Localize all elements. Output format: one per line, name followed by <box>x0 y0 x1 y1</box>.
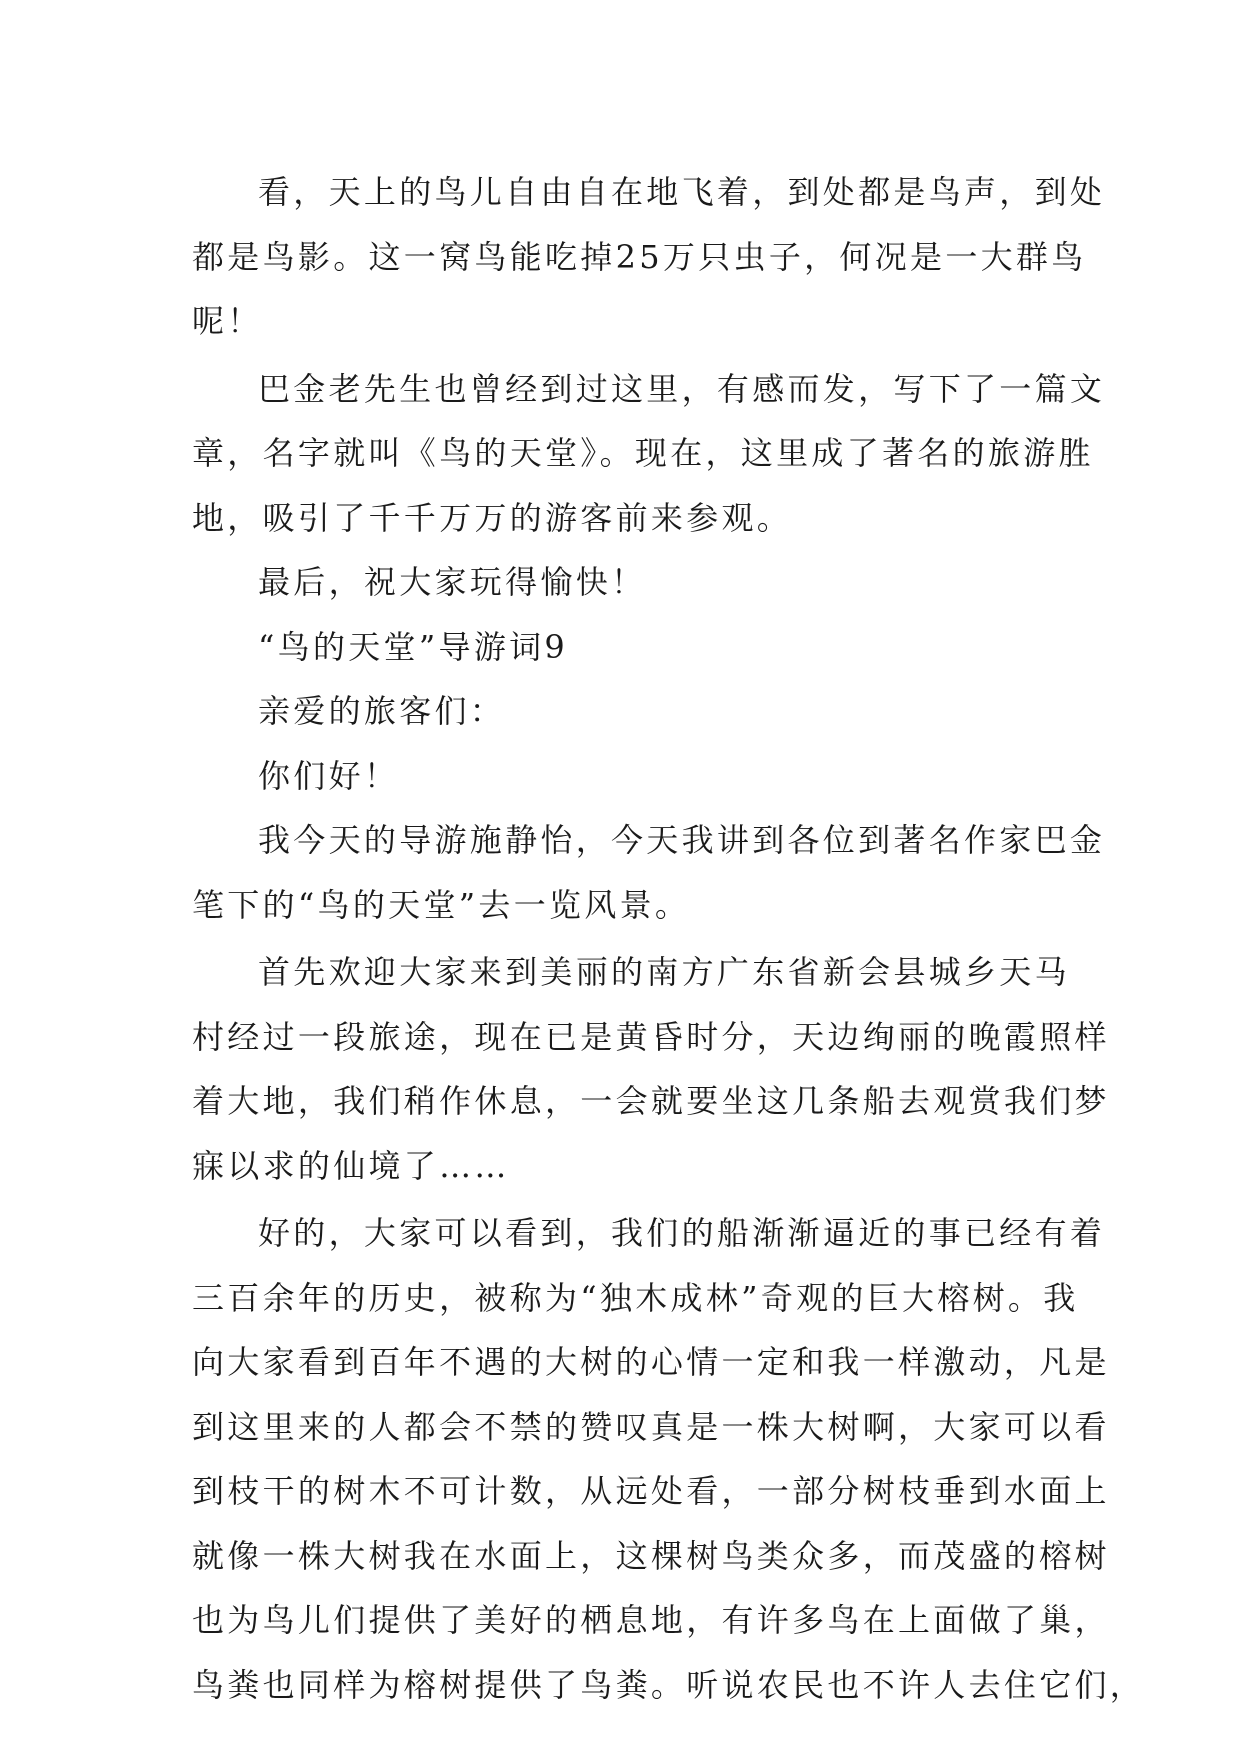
text-line: 都是鸟影。这一窝鸟能吃掉25万只虫子，何况是一大群鸟 <box>192 237 1087 276</box>
text-line: 就像一株大树我在水面上，这棵树鸟类众多，而茂盛的榕树 <box>192 1536 1110 1575</box>
paragraph <box>192 550 1050 615</box>
text-line: 向大家看到百年不遇的大树的心情一定和我一样激动，凡是 <box>192 1343 1110 1381</box>
text-line: 三百余年的历史，被称为“独木成林”奇观的巨大榕树。我 <box>192 1278 1079 1317</box>
text-line: 笔下的“鸟的天堂”去一览风景。 <box>192 885 691 924</box>
text-line: 章，名字就叫《鸟的天堂》。现在，这里成了著名的旅游胜 <box>192 434 1094 472</box>
paragraph <box>192 744 1050 809</box>
paragraph <box>192 808 1106 937</box>
text-line: “鸟的天堂”导游词9 <box>258 627 569 666</box>
paragraph <box>192 357 1106 551</box>
paragraph <box>192 679 1050 744</box>
text-line: 村经过一段旅途，现在已是黄昏时分，天边绚丽的晚霞照样 <box>192 1017 1110 1056</box>
text-line: 也为鸟儿们提供了美好的栖息地，有许多鸟在上面做了巢， <box>192 1601 1110 1639</box>
text-line: 首先欢迎大家来到美丽的南方广东省新会县城乡天马 <box>258 953 1070 991</box>
text-line: 好的，大家可以看到，我们的船渐渐逼近的事已经有着 <box>258 1214 1106 1252</box>
paragraph <box>192 1201 1146 1717</box>
text-line: 亲爱的旅客们： <box>258 692 506 730</box>
text-line: 着大地，我们稍作休息，一会就要坐这几条船去观赏我们梦 <box>192 1082 1110 1120</box>
text-line: 地，吸引了千千万万的游客前来参观。 <box>192 498 793 537</box>
paragraph <box>192 940 1110 1198</box>
text-line: 巴金老先生也曾经到过这里，有感而发，写下了一篇文 <box>258 369 1106 408</box>
text-line: 最后，祝大家玩得愉快！ <box>258 563 647 601</box>
text-line: 鸟粪也同样为榕树提供了鸟粪。听说农民也不许人去住它们， <box>192 1665 1146 1704</box>
section-title <box>192 615 1050 680</box>
text-line: 呢！ <box>192 302 263 340</box>
text-line: 看，天上的鸟儿自由自在地飞着，到处都是鸟声，到处 <box>258 173 1106 211</box>
text-line: 到枝干的树木不可计数，从远处看，一部分树枝垂到水面上 <box>192 1472 1110 1510</box>
text-line: 你们好！ <box>258 756 400 795</box>
paragraph <box>192 160 1106 354</box>
text-line: 到这里来的人都会不禁的赞叹真是一株大树啊，大家可以看 <box>192 1407 1110 1446</box>
text-line: 我今天的导游施静怡，今天我讲到各位到著名作家巴金 <box>258 821 1106 859</box>
document-page <box>192 160 1146 1717</box>
text-line: 寐以求的仙境了…… <box>192 1146 510 1185</box>
